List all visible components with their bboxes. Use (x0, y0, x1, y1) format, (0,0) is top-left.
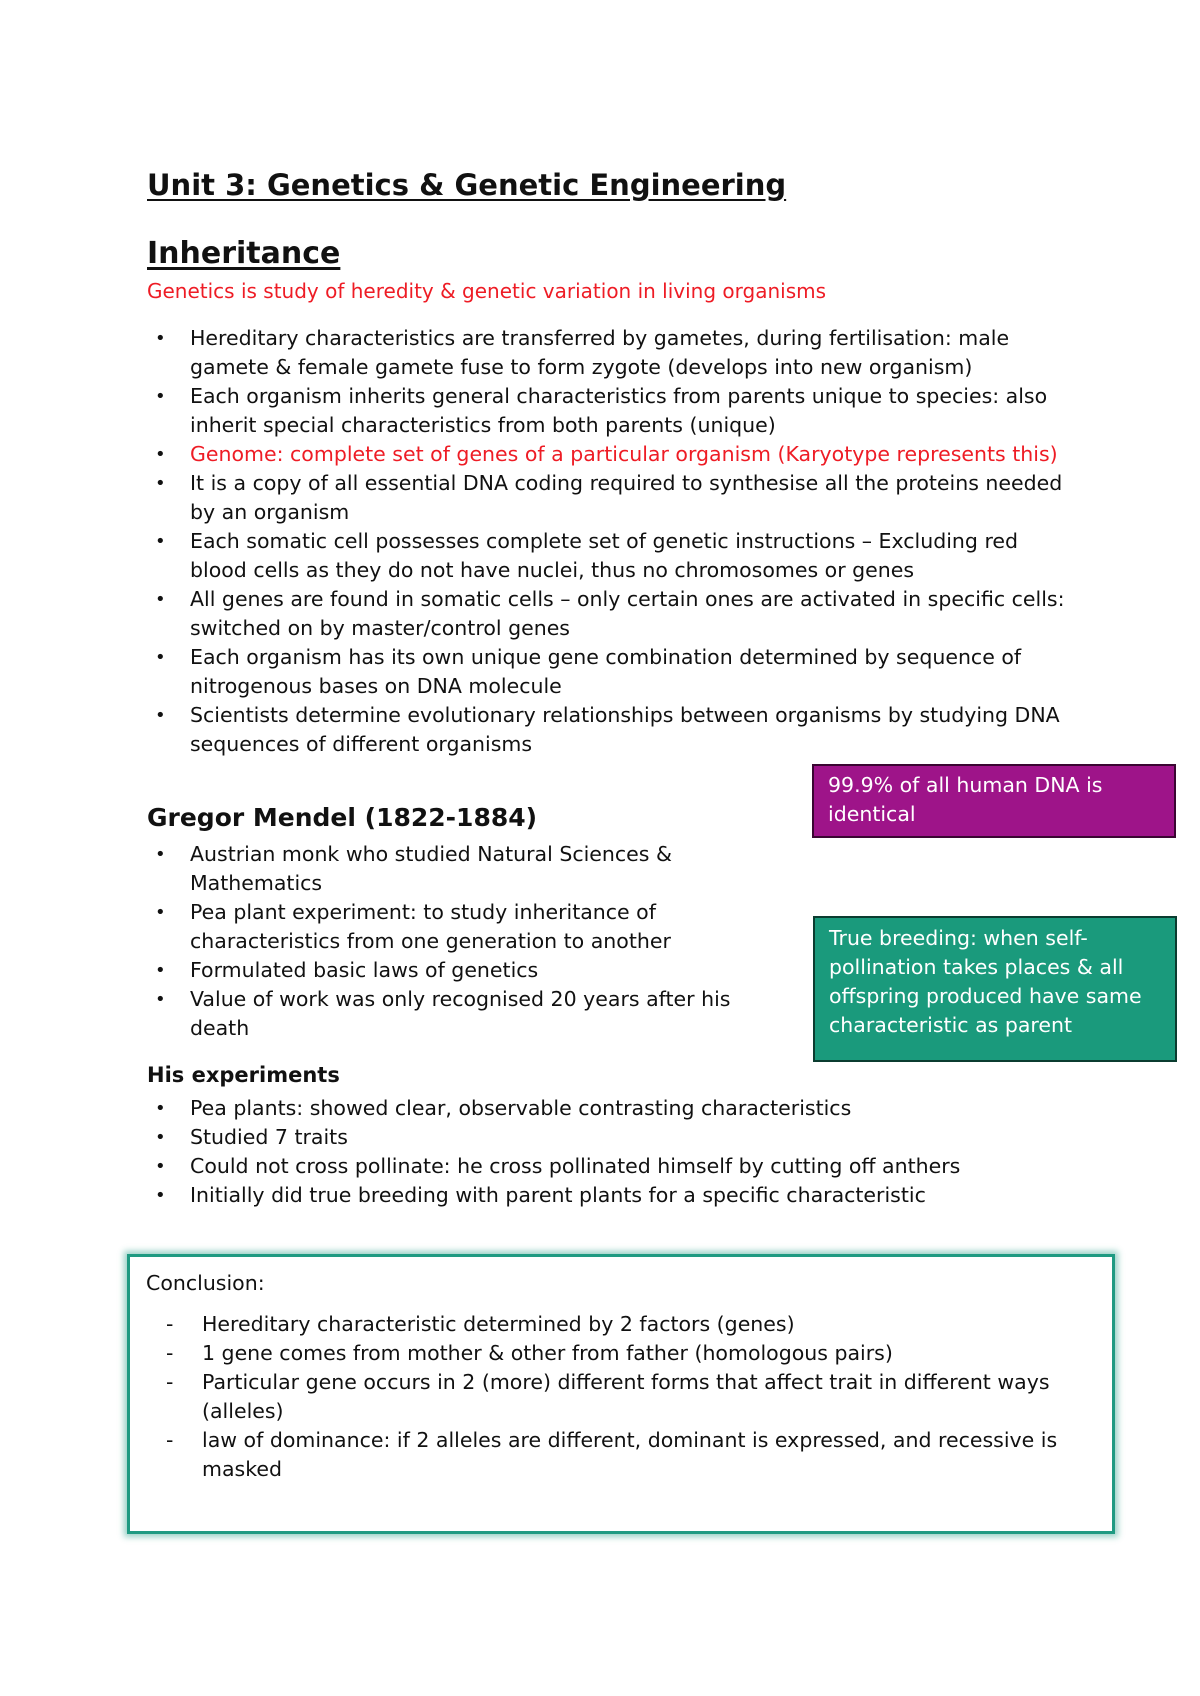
list-item: - 1 gene comes from mother & other from father (homologous pairs) (146, 1339, 1096, 1368)
conclusion-list (146, 1310, 1096, 1484)
list-item: • Each organism inherits general characteristics from parents unique to species: also inherit special characteristics from both parents (unique) (147, 382, 1067, 440)
page-title: Unit 3: Genetics & Genetic Engineering (147, 168, 787, 202)
experiments-heading: His experiments (147, 1063, 340, 1087)
list-item: • All genes are found in somatic cells – only certain ones are activated in specific cells: switched on by master/control genes (147, 585, 1067, 643)
list-item: • Pea plant experiment: to study inheritance of characteristics from one generation to another (147, 898, 777, 956)
list-item: • Studied 7 traits (147, 1123, 1107, 1152)
list-item: • Could not cross pollinate: he cross pollinated himself by cutting off anthers (147, 1152, 1107, 1181)
list-item: - law of dominance: if 2 alleles are different, dominant is expressed, and recessive is masked (146, 1426, 1096, 1484)
list-item: • Initially did true breeding with parent plants for a specific characteristic (147, 1181, 1107, 1210)
list-item: • Austrian monk who studied Natural Sciences & Mathematics (147, 840, 777, 898)
list-item: • It is a copy of all essential DNA coding required to synthesise all the proteins needed by an organism (147, 469, 1067, 527)
genetics-definition: Genetics is study of heredity & genetic variation in living organisms (147, 279, 827, 303)
conclusion-box (127, 1254, 1115, 1534)
true-breeding-callout: True breeding: when self-pollination takes places & all offspring produced have same characteristic as parent (813, 916, 1177, 1062)
conclusion-heading: Conclusion: (146, 1271, 265, 1295)
list-item: • Formulated basic laws of genetics (147, 956, 777, 985)
inheritance-heading: Inheritance (147, 236, 341, 271)
dna-identical-callout: 99.9% of all human DNA is identical (812, 764, 1176, 838)
list-item: • Value of work was only recognised 20 years after his death (147, 985, 777, 1043)
list-item: • Hereditary characteristics are transferred by gametes, during fertilisation: male gamete & female gamete fuse to form zygote (develops into new organism) (147, 324, 1067, 382)
list-item: • Pea plants: showed clear, observable contrasting characteristics (147, 1094, 1107, 1123)
list-item: - Hereditary characteristic determined by 2 factors (genes) (146, 1310, 1096, 1339)
list-item: • Each somatic cell possesses complete set of genetic instructions – Excluding red blood cells as they do not have nuclei, thus no chromosomes or genes (147, 527, 1067, 585)
mendel-list (147, 840, 777, 1043)
mendel-heading: Gregor Mendel (1822-1884) (147, 803, 538, 832)
experiments-list (147, 1094, 1107, 1210)
list-item: • Scientists determine evolutionary relationships between organisms by studying DNA sequences of different organisms (147, 701, 1067, 759)
list-item: • Each organism has its own unique gene combination determined by sequence of nitrogenous bases on DNA molecule (147, 643, 1067, 701)
list-item-genome: • Genome: complete set of genes of a particular organism (Karyotype represents this) (147, 440, 1067, 469)
inheritance-list (147, 324, 1067, 759)
list-item: - Particular gene occurs in 2 (more) different forms that affect trait in different ways (alleles) (146, 1368, 1096, 1426)
